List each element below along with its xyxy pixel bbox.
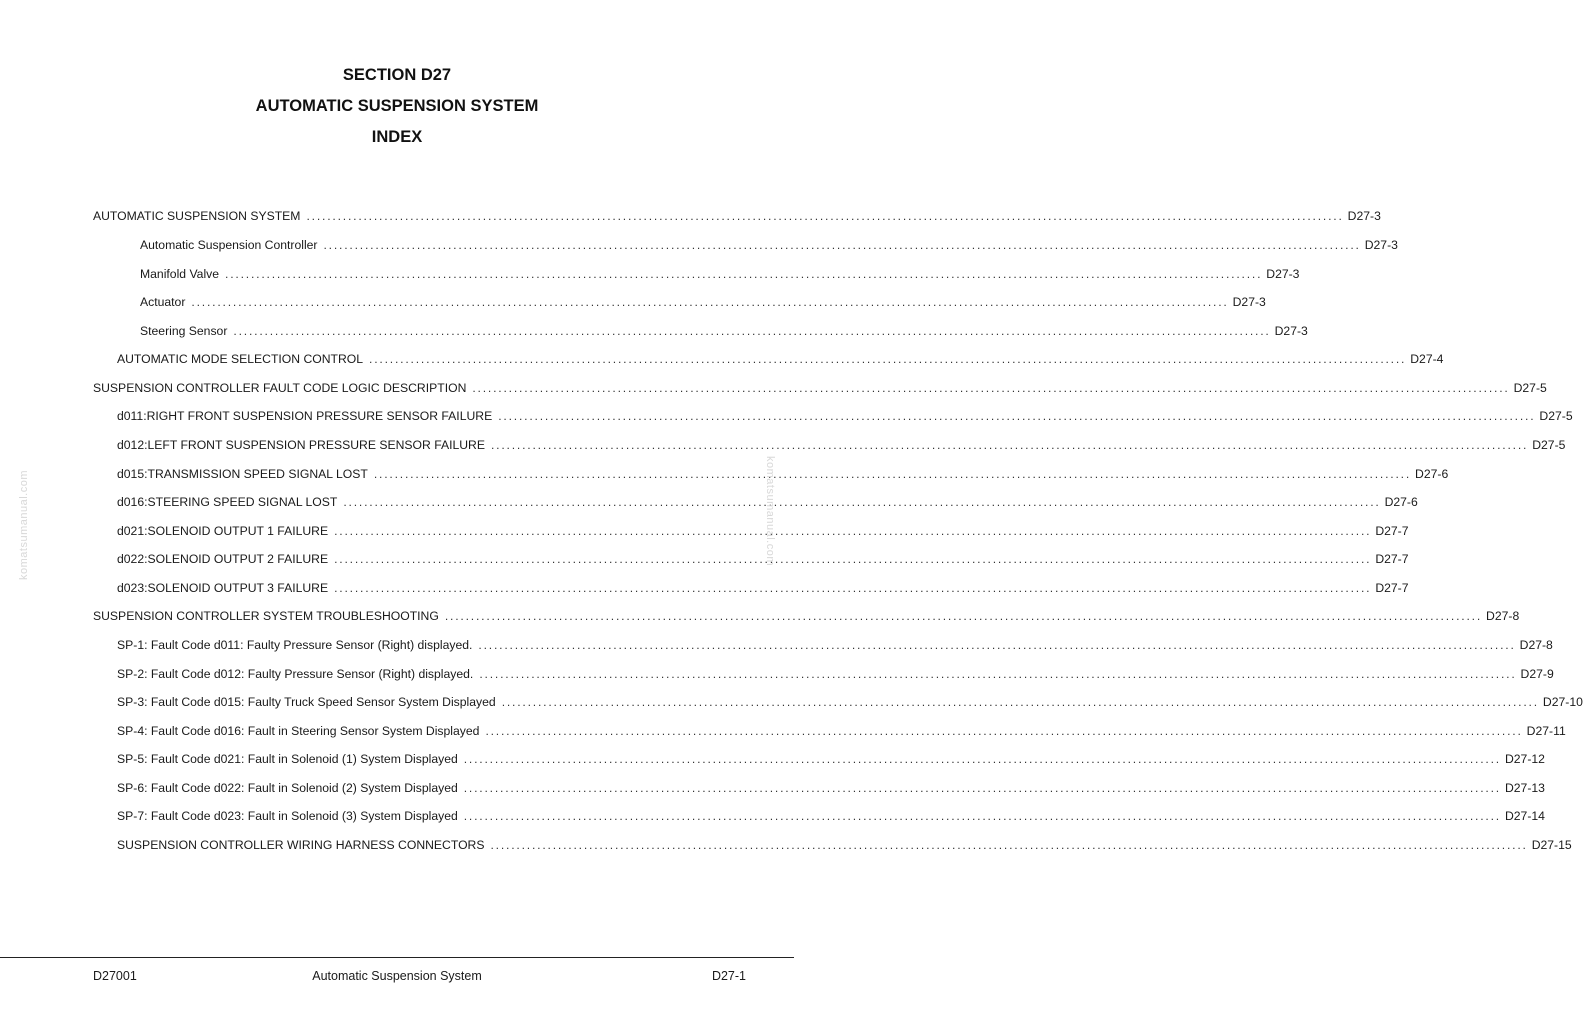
toc-entry[interactable] <box>117 807 1545 823</box>
toc-entry-title: d023:SOLENOID OUTPUT 3 FAILURE <box>117 581 329 595</box>
toc-entry-page: D27-3 <box>1347 209 1381 223</box>
toc-leader-dots: ........................................................................................................................................................................................................ <box>323 238 1361 252</box>
toc-leader-dots: ........................................................................................................................................................................................................ <box>463 752 1501 766</box>
toc-entry-page: D27-15 <box>1531 838 1572 852</box>
toc-entry-title: SP-3: Fault Code d015: Faulty Truck Speed Sensor System Displayed <box>117 695 496 709</box>
toc-entry[interactable] <box>93 379 1547 395</box>
toc-entry-title: SUSPENSION CONTROLLER SYSTEM TROUBLESHOOTING <box>93 609 439 623</box>
toc-entry-title: d015:TRANSMISSION SPEED SIGNAL LOST <box>117 467 368 481</box>
toc-leader-dots: ........................................................................................................................................................................................................ <box>334 581 1372 595</box>
toc-entry-title: SP-4: Fault Code d016: Fault in Steering Sensor System Displayed <box>117 724 480 738</box>
toc-leader-dots: ........................................................................................................................................................................................................ <box>334 552 1372 566</box>
toc-entry-page: D27-3 <box>1266 267 1300 281</box>
toc-entry-page: D27-10 <box>1542 695 1583 709</box>
toc-entry-page: D27-3 <box>1274 324 1308 338</box>
toc-entry[interactable] <box>117 493 1418 509</box>
toc-entry-page: D27-7 <box>1375 581 1409 595</box>
toc-leader-dots: ........................................................................................................................................................................................................ <box>472 381 1510 395</box>
toc-leader-dots: ........................................................................................................................................................................................................ <box>444 609 1483 623</box>
toc-entry[interactable] <box>117 522 1409 538</box>
toc-leader-dots: ........................................................................................................................................................................................................ <box>373 467 1412 481</box>
toc-entry-title: d011:RIGHT FRONT SUSPENSION PRESSURE SENSOR FAILURE <box>117 409 493 423</box>
toc-entry-title: Automatic Suspension Controller <box>140 238 318 252</box>
toc-entry[interactable] <box>93 207 1381 223</box>
toc-entry-page: D27-7 <box>1375 524 1409 538</box>
toc-entry[interactable] <box>117 636 1553 652</box>
toc-entry-page: D27-7 <box>1375 552 1409 566</box>
toc-entry-page: D27-9 <box>1520 667 1554 681</box>
toc-leader-dots: ........................................................................................................................................................................................................ <box>233 324 1271 338</box>
index-heading: INDEX <box>371 128 423 146</box>
toc-entry-page: D27-8 <box>1486 609 1520 623</box>
watermark-right: komatsumanual.com <box>764 456 776 566</box>
toc-entry[interactable] <box>117 779 1545 795</box>
toc-entry-title: SUSPENSION CONTROLLER FAULT CODE LOGIC DESCRIPTION <box>93 381 467 395</box>
toc-leader-dots: ........................................................................................................................................................................................................ <box>479 667 1517 681</box>
toc-entry-title: SUSPENSION CONTROLLER WIRING HARNESS CONNECTORS <box>117 838 485 852</box>
toc-entry-page: D27-12 <box>1504 752 1545 766</box>
toc-entry-title: SP-6: Fault Code d022: Fault in Solenoid (2) System Displayed <box>117 781 458 795</box>
toc-leader-dots: ........................................................................................................................................................................................................ <box>491 438 1529 452</box>
toc-leader-dots: ........................................................................................................................................................................................................ <box>498 409 1536 423</box>
toc-entry[interactable] <box>117 407 1573 423</box>
toc-leader-dots: ........................................................................................................................................................................................................ <box>306 209 1344 223</box>
section-heading: SECTION D27 <box>342 66 452 84</box>
toc-entry[interactable] <box>117 465 1449 481</box>
toc-entry-title: AUTOMATIC SUSPENSION SYSTEM <box>93 209 301 223</box>
toc-entry-page: D27-4 <box>1410 352 1444 366</box>
toc-entry-page: D27-13 <box>1504 781 1545 795</box>
toc-entry[interactable] <box>117 722 1566 738</box>
toc-entry-title: SP-5: Fault Code d021: Fault in Solenoid (1) System Displayed <box>117 752 458 766</box>
toc-leader-dots: ........................................................................................................................................................................................................ <box>478 638 1516 652</box>
toc-entry-page: D27-5 <box>1513 381 1547 395</box>
toc-leader-dots: ........................................................................................................................................................................................................ <box>343 495 1381 509</box>
toc-leader-dots: ........................................................................................................................................................................................................ <box>463 809 1501 823</box>
toc-entry-title: d012:LEFT FRONT SUSPENSION PRESSURE SENSOR FAILURE <box>117 438 485 452</box>
toc-entry[interactable] <box>117 836 1572 852</box>
toc-entry[interactable] <box>140 293 1266 309</box>
footer-page-number: D27-1 <box>711 969 746 983</box>
watermark-left: komatsumanual.com <box>18 470 30 580</box>
footer-doc-number: D27001 <box>93 969 137 983</box>
toc-leader-dots: ........................................................................................................................................................................................................ <box>334 524 1372 538</box>
toc-entry-page: D27-5 <box>1532 438 1566 452</box>
toc-entry-page: D27-5 <box>1539 409 1573 423</box>
toc-leader-dots: ........................................................................................................................................................................................................ <box>225 267 1263 281</box>
toc-entry-title: Manifold Valve <box>140 267 220 281</box>
toc-entry-title: AUTOMATIC MODE SELECTION CONTROL <box>117 352 364 366</box>
toc-leader-dots: ........................................................................................................................................................................................................ <box>490 838 1528 852</box>
footer-divider <box>0 957 794 958</box>
toc-entry-title: SP-1: Fault Code d011: Faulty Pressure Sensor (Right) displayed. <box>117 638 473 652</box>
toc-entry-title: SP-2: Fault Code d012: Faulty Pressure Sensor (Right) displayed. <box>117 667 474 681</box>
toc-entry-page: D27-6 <box>1384 495 1418 509</box>
toc-entry[interactable] <box>93 607 1520 623</box>
toc-entry-page: D27-14 <box>1504 809 1545 823</box>
toc-leader-dots: ........................................................................................................................................................................................................ <box>501 695 1539 709</box>
toc-entry-page: D27-3 <box>1232 295 1266 309</box>
toc-entry[interactable] <box>117 750 1545 766</box>
footer-section-title: Automatic Suspension System <box>312 969 482 983</box>
toc-entry[interactable] <box>117 693 1583 709</box>
toc-entry-title: d021:SOLENOID OUTPUT 1 FAILURE <box>117 524 329 538</box>
section-title: AUTOMATIC SUSPENSION SYSTEM <box>255 97 539 115</box>
toc-entry-title: Steering Sensor <box>140 324 228 338</box>
toc-leader-dots: ........................................................................................................................................................................................................ <box>485 724 1523 738</box>
toc-entry[interactable] <box>117 550 1409 566</box>
toc-leader-dots: ........................................................................................................................................................................................................ <box>191 295 1229 309</box>
toc-leader-dots: ........................................................................................................................................................................................................ <box>463 781 1501 795</box>
toc-entry-title: d022:SOLENOID OUTPUT 2 FAILURE <box>117 552 329 566</box>
toc-entry[interactable] <box>140 322 1308 338</box>
toc-entry[interactable] <box>140 265 1300 281</box>
toc-entry-title: SP-7: Fault Code d023: Fault in Solenoid (3) System Displayed <box>117 809 458 823</box>
toc-entry[interactable] <box>117 350 1444 366</box>
toc-entry-title: d016:STEERING SPEED SIGNAL LOST <box>117 495 338 509</box>
toc-entry-page: D27-11 <box>1526 724 1566 738</box>
toc-entry-page: D27-3 <box>1364 238 1398 252</box>
toc-entry[interactable] <box>140 236 1398 252</box>
toc-entry-page: D27-6 <box>1415 467 1449 481</box>
toc-leader-dots: ........................................................................................................................................................................................................ <box>369 352 1407 366</box>
toc-entry-page: D27-8 <box>1519 638 1553 652</box>
toc-entry[interactable] <box>117 436 1566 452</box>
toc-entry-title: Actuator <box>140 295 186 309</box>
toc-entry[interactable] <box>117 665 1554 681</box>
toc-entry[interactable] <box>117 579 1409 595</box>
